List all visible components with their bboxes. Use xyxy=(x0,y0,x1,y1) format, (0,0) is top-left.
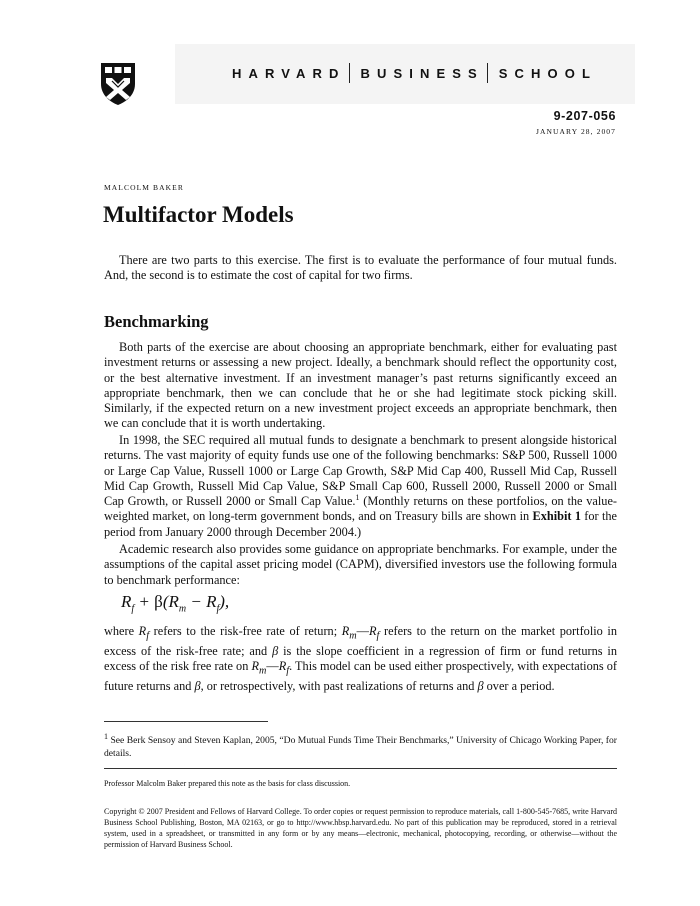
wordmark-divider xyxy=(349,63,350,83)
wordmark-business: BUSINESS xyxy=(360,66,484,81)
footer-divider xyxy=(104,768,617,769)
wordmark-harvard: HARVARD xyxy=(232,66,346,81)
footnote-text: See Berk Sensoy and Steven Kaplan, 2005, “Do Mutual Funds Time Their Benchmarks,” University of Chicago Working Paper, for details. xyxy=(104,735,617,759)
wordmark-divider xyxy=(487,63,488,83)
case-number: 9-207-056 xyxy=(553,109,616,123)
paragraph-sec-benchmarks xyxy=(104,433,617,540)
page-title: Multifactor Models xyxy=(103,202,294,227)
capm-formula: $R_f + \beta(R_m - R_f)$, xyxy=(121,592,230,615)
paragraph-capm-intro: Academic research also provides some guidance on appropriate benchmarks. For example, under the assumptions of the capital asset pricing model (CAPM), diversified investors use the following formula to benchmark performance: xyxy=(104,542,617,587)
intro-paragraph: There are two parts to this exercise. The first is to evaluate the performance of four mutual funds. And, the second is to estimate the cost of capital for two firms. xyxy=(104,253,617,283)
case-date: JANUARY 28, 2007 xyxy=(535,127,616,136)
section-heading: Benchmarking xyxy=(104,312,209,331)
hbs-wordmark xyxy=(232,63,597,83)
para2-text: In 1998, the SEC required all mutual funds to designate a benchmark to present alongside historical returns. The vast majority of equity funds use one of the following benchmarks: S&P 500, Russell 1000 or Large Cap Value, Russell 1000 or Large Cap Growth, S&P Mid Cap 400, Russell Mid Cap, Russell Mid Cap Growth, Russell Mid Cap Value, S&P Small Cap 600, Russell 2000, Russell 2000 or Small Cap Growth, or Russell 2000 or Small Cap Value. xyxy=(104,433,617,509)
footnote-reference[interactable]: 1 xyxy=(355,493,360,503)
paragraph-capm-explanation: where $R_f$ refers to the risk-free rate of return; $R_m—R_f$ refers to the return on the market portfolio in excess of the risk-free rate; and β is the slope coefficient in a regression of firm or fund returns in excess of the risk free rate on $R_m—R_f$. This model can be used either prospectively, with expectations of future returns and β, or retrospectively, with past realizations of returns and β over a period. xyxy=(104,624,618,693)
author-name: MALCOLM BAKER xyxy=(104,183,184,192)
wordmark-school: SCHOOL xyxy=(498,66,597,81)
footnote-mark: 1 xyxy=(104,731,108,741)
paragraph-benchmark-purpose: Both parts of the exercise are about choosing an appropriate benchmark, either for evaluating past investment returns or assessing a new project. Ideally, a benchmark should reflect the opportunity cost, or the best alternative investment. If an investment manager’s past returns significantly exceed an appropriate benchmark, then we can conclude that he or she had legitimate stock picking skill. Similarly, if the expected return on a new investment project exceeds an appropriate benchmark, then we can conclude that it is worth undertaking. xyxy=(104,340,617,431)
prepared-by-note: Professor Malcolm Baker prepared this note as the basis for class discussion. xyxy=(104,779,351,788)
para2-text: (Monthly returns on these portfolios, on the value-weighted market, on long-term government bonds, and on Treasury bills are shown in xyxy=(104,494,617,524)
beta-symbol: β xyxy=(154,592,163,611)
copyright-notice: Copyright © 2007 President and Fellows of Harvard College. To order copies or request permission to reproduce materials, call 1-800-545-7685, write Harvard Business School Publishing, Boston, MA 02163, or go to http://www.hbsp.harvard.edu. No part of this publication may be reproduced, stored in a retrieval system, used in a spreadsheet, or transmitted in any form or by any means—electronic, mechanical, photocopying, recording, or otherwise—without the permission of Harvard Business School. xyxy=(104,807,617,849)
hbs-shield-logo xyxy=(100,62,136,106)
para2-text: for the period from January 2000 through December 2004.) xyxy=(104,509,617,539)
footnote xyxy=(104,731,617,760)
exhibit-reference: Exhibit 1 xyxy=(532,509,581,524)
footnote-divider xyxy=(104,721,268,722)
shield-icon xyxy=(100,62,136,106)
